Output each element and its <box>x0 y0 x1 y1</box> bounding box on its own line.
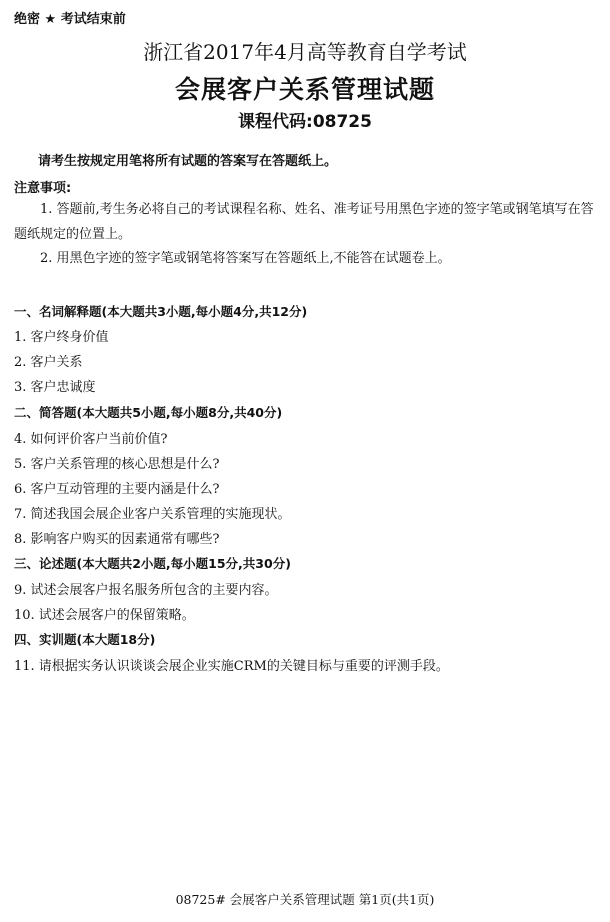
question-item: 6. 客户互动管理的主要内涵是什么? <box>14 482 220 497</box>
question-item: 11. 请根据实务认识谈谈会展企业实施CRM的关键目标与重要的评测手段。 <box>14 659 449 674</box>
section-heading: 二、简答题(本大题共5小题,每小题8分,共40分) <box>14 405 283 420</box>
question-item: 10. 试述会展客户的保留策略。 <box>14 608 195 623</box>
notes-heading: 注意事项: <box>14 181 72 196</box>
question-item: 5. 客户关系管理的核心思想是什么? <box>14 457 220 472</box>
section-heading: 三、论述题(本大题共2小题,每小题15分,共30分) <box>14 556 291 571</box>
exam-title: 浙江省2017年4月高等教育自学考试 <box>143 40 467 64</box>
note-item: 2. 用黑色字迹的签字笔或钢笔将答案写在答题纸上,不能答在试题卷上。 <box>40 251 451 266</box>
note-item: 1. 答题前,考生务必将自己的考试课程名称、姓名、准考证号用黑色字迹的签字笔或钢笔填写在答题纸规定的位置上。 <box>14 202 594 242</box>
course-code: 课程代码:08725 <box>238 112 372 132</box>
section-heading: 四、实训题(本大题18分) <box>14 632 156 647</box>
confidential-mark: 绝密 ★ 考试结束前 <box>14 12 126 27</box>
answer-instruction: 请考生按规定用笔将所有试题的答案写在答题纸上。 <box>38 154 338 169</box>
question-item: 8. 影响客户购买的因素通常有哪些? <box>14 532 220 547</box>
page-footer: 08725# 会展客户关系管理试题 第1页(共1页) <box>175 892 435 907</box>
question-item: 7. 简述我国会展企业客户关系管理的实施现状。 <box>14 507 291 522</box>
question-item: 1. 客户终身价值 <box>14 330 109 345</box>
question-item: 4. 如何评价客户当前价值? <box>14 432 168 447</box>
question-item: 9. 试述会展客户报名服务所包含的主要内容。 <box>14 583 278 598</box>
paper-title: 会展客户关系管理试题 <box>174 75 435 104</box>
question-item: 3. 客户忠诚度 <box>14 380 96 395</box>
section-heading: 一、名词解释题(本大题共3小题,每小题4分,共12分) <box>14 304 308 319</box>
question-item: 2. 客户关系 <box>14 355 83 370</box>
